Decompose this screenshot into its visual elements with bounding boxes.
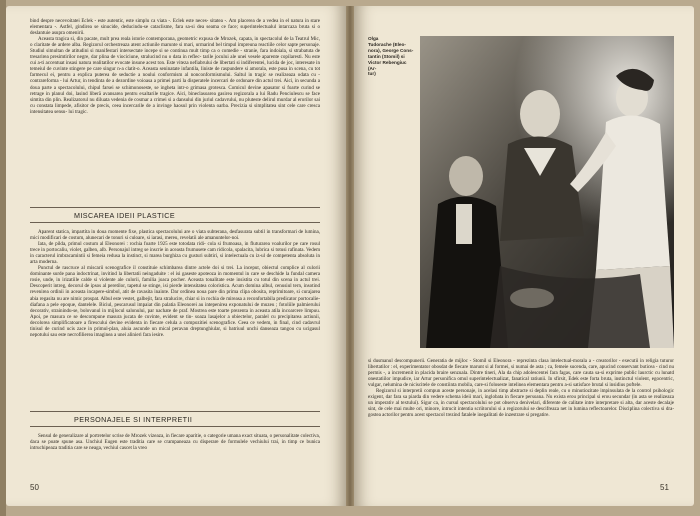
- paragraph: Sensul de generalizare al portretelor scrise de Mrozek vizeaza, in fiecare aparitie, o categorie umana exact situata, o personalitate colectiva, daca se poate spune asa. Unchiul Eugen este traditia care se crampaneaza cu disperare de formulele vechiului trai, in timp ce bunica intruchipeaza traditia care se neaga, vechiul cascet la vreo: [30, 433, 320, 452]
- photo-caption: Olga Tudorache (Eleo- nora), George Cons- tantin (Stomil) si Victor Rebengiuc (Ar- tur): [368, 36, 414, 77]
- section-rule-bottom: [30, 222, 320, 223]
- stage-photo: [420, 36, 674, 348]
- section-rule-top: [30, 411, 320, 412]
- bottom-text-block: [30, 433, 320, 451]
- paragraph: Iata, de pilda, primul costum al Eleonorei : rochia foarte 1925 este totodata ridi- cola si frumoasa, in fluturarea voalurilor pe care rosul trece in portocaliu, violet, galben, alb. Personajul intreg se inscrie in aceasta frumusete cam ridicola, spalacita, lubrica si totusi rafinata. Vedem in caracterul imbracamintii si femeia redusa la instinct, si marea burghiza cu gusturi subtiri, si intelectuala cu iz-ul de competenta absoluta in arta moderna.: [30, 241, 320, 266]
- right-page: [354, 6, 694, 506]
- paragraph: bind despre necevoitatei Eclek - este autentic, este simplu ca viata -. Eclek este neces- sitatea -. Am placerea de a vedea in el natura in stare elementara -. Astfel, gindirea se sinucide, deducindu-se cataclisme, fara sa-si dea seama ce face; superintelectualul intarcaza bruta si o deslantuie asupra omenirii.: [30, 18, 320, 37]
- paragraph: Regizorul si interpretii compun aceste personaje, in acelasi timp abstracte si deplin reale, cu o minutiozitate impinsulata de la control psihologic exigent, dar fara sa piarda din vedere schema ideii mari, inglobata in fiecare persoana. Nu exista erou principal si erou secundar (in asta se realizeaza un imperativ al textului). Sigur ca, in cursul spectacolului se pot observa denivelari, diferente de calitate intre interpretare si alta, dar aceste decalaje sint, de cele mai multe ori, minore, intrucit intentia scriitorului si a regizorului se descifreaza net in lumina reflectoarelor. Disciplina colectiva si dra- gostea actorilor pentru acest spectacol trezind fatalele inegalitati de inzestrare si pregatire.: [368, 388, 674, 419]
- stage-photo-image: [420, 36, 674, 348]
- paragraph: Punctul de rascruce al miscarii scenografice il constituie schimbarea dintre actele doi si trei. La inceput, obiectul complice al culorii dominante surde pana indoctrinat, invitind la libertatii neingaduite : el isi gaseste apoteoza in momentul in care se deschide la fundal camera rosie, unde, in irizatiile calde si violente ale culorii, familia joaca pocher. Aceasta tonalitate este insistita cu totul din scena in actul trei. Descoperit intreg, decorul de ipsos al peretilor, tapetul se stinge, isi pierde intensitatea coloristica. Acum domina albul, cenusiul tern, insotind revenirea ordinii in aceasta incapere-simbol, atit de ravasita inainte. Dar ordinea noua pare din prima clipa obosita, reprimitoare, si curajarea abia regasita nu are nimic prospat. Albul este vestet, galbejit, fara stralucire, chiar si in rochia de mireasa a reconfortabila predicator portocalie-diafana a pele epoque, dantelele. Biciul, pescarusul impaiat din palatia Eleonorei au intepenirea exponatului de muzeu ; fotoliile palmierului decorativ, strainindu-se, bolovanul in mijlocul salonului, par nachate de praf. Mostrea este toarte prezenta in aceasta atila incoarcere limpuu. Apoi, pe masura ce se descompune masura jucata de cuvinte, evident se tin- soaza lasajelor a obiectelor, paralel cu precipitarea actiunii, decolorea simplificatoare a firescului devine evidenta in fiecare celula a compozitiei scenografice. Ceea ce vedem, in final, cind cadavrul tinisul de curind ucis zace in primul-plan, aluia ascunde un mical peravan dreptunghiular, si batriuul unchi danseaza tangou cu ucigasul nepotului sau este necrofilierea imaginea a unei alinieri fara iesire.: [30, 265, 320, 338]
- page-number-left: 50: [30, 483, 39, 492]
- book-gutter: [346, 6, 354, 506]
- section-heading-characters: PERSONAJELE SI INTERPRETII: [74, 415, 193, 424]
- page-number-right: 51: [660, 483, 669, 492]
- lower-text-block: [368, 358, 674, 418]
- middle-text-block: [30, 229, 320, 338]
- section-rule-top: [30, 207, 320, 208]
- section-heading-plastic: MISCAREA IDEII PLASTICE: [74, 211, 176, 220]
- intro-text-block: [30, 18, 320, 115]
- paragraph: si dusmanul descompunerii. Generatia de mijloc - Stomil si Eleonora - reprezinta clasa intelectual-morala a - creatorilor - executii in religia tuturor libertatilor : el, experimentator obosdat de fiecare marunt si al formei, si numai de asta ; ca, femeie sucenda, care, apucind conservant buticea - cind nu permis -, a incremenit in placida braire senzuala. Dintre tineri, Ala da chip adolescentei fara fagas, care cauta sa-si exprime public laurctic cu lunatd onestatiilor impudice, iar Artur personifica omul superintelectualizat, fanatical ratiunii. In sfirsit, Edek este forta bruta, instinctul violent, egocentric, vulgar, nelumina de niciscitele de constiinta mobila, care-si foloseste intelinea elementara pentru a-si satisface brutal si insidius poftele.: [368, 358, 674, 389]
- left-page: [6, 6, 346, 506]
- paragraph: Aparent statica, impartita in doua momente fixe, plastica spectacolului are o viata subterana, desfasurata subtil in transformari de lumina, mici modificari de costum, alunecari de tonuri si culoare, si iarasi, mereu, revelatii ale amanuntelor-noi.: [30, 229, 320, 242]
- paragraph: Aceasta tragica si, din pacate, mult prea reala istorie contemporana, geometric expusa de Mrozek, capata, in spectacolul de la Teatrul Mic, o claritate de ardere alba. Regizorul orchestreaza atent actiunile marunte si mari, urmarind bel timpul impreuna reactiile celor sapte personaje. Studiul simultan de atitudini si manifestari intersectate incepe si se continua mult timp ca o comedie - stranie, fara indoiala, si strabatuta de tresarirea presimtirilor negre, dar plina de viociciune, stralucind nu o data in reflec- tarile jocului ale unei vesele aparente copilaresti. Nu este cui a-ti accentuat insasi natura realitatilor evocate insune acest ton. Este viteza nefiabrului de libertati si indiferentei, lucida de joc, interesate in temeiul de cuvinte stingere pe care singur n-a clatit-o. Aceasta seninatate infantila, liniste de raspundere si amorala, este pusa in scena, cu tot farmecul ei, pentru a explica puterea de seductie a noului conformism al nonconformismului. Saltul in tragic se realizeaza odata cu - contrareforma - lui Artur, in tendinta de a dezordine voioasa a primei parti la disperatele incercari de ordonare din actul trei. Aici, in secunda a doua parte a spectacolului, chipul farsei se schimonoseste, se ingheta intr-o grimasa grotesca. Comicul devine apasator si foarte curind se retrage in planul doi, lasind liberă avansarea pentru exaltarile tragice. Aici, bineclasoarea gasirea regizorala a lui Radu Penciulescu se face simtita din plin. Realizatorul nu diluata vedenia de cosmar a crimei si a dansului din juriul cadavrului, nu pluteste delirul murdar al erorilor sai cu constata limpede, afisitor de precis, ceea incercarile de a invinge haosul prin violenta oarba. Precizia si simplitatea sint cele care cresca intensitatea sensu- lui tragic.: [30, 36, 320, 115]
- section-rule-bottom: [30, 426, 320, 427]
